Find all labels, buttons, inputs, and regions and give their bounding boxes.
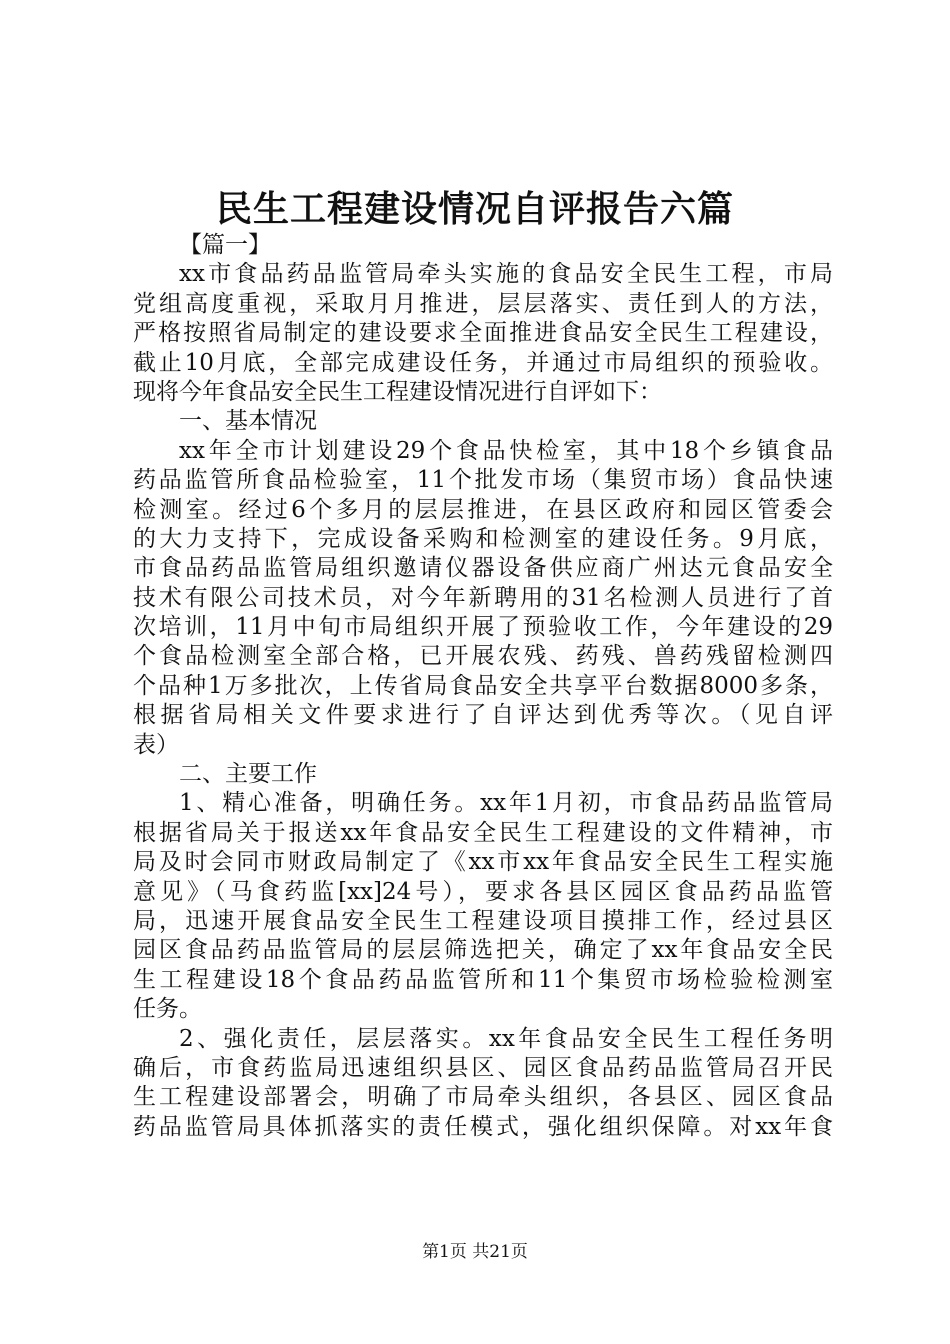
document-body [133,231,833,1142]
text-line: 2、强化责任，层层落实。xx年食品安全民生工程任务明 [179,1025,833,1052]
text-line: 市食品药品监管局组织邀请仪器设备供应商广州达元食品安全 [133,555,833,582]
text-line: 一、基本情况 [179,408,317,435]
page-footer: 第1页 共21页 [422,1242,528,1262]
text-line: 局及时会同市财政局制定了《xx市xx年食品安全民生工程实施 [133,849,833,876]
text-line: 1、精心准备，明确任务。xx年1月初，市食品药品监管局 [179,790,833,817]
text-line: 截止10月底，全部完成建设任务，并通过市局组织的预验收。 [133,349,833,376]
text-line: 表） [133,731,179,758]
text-line: 药品监管局具体抓落实的责任模式，强化组织保障。对xx年食 [133,1113,833,1140]
text-line: 【篇一】 [179,232,271,258]
text-line: 技术有限公司技术员，对今年新聘用的31名检测人员进行了首 [133,584,833,611]
text-line: xx年全市计划建设29个食品快检室，其中18个乡镇食品 [179,437,833,464]
text-line: 二、主要工作 [179,761,317,788]
text-line: 确后，市食药监局迅速组织县区、园区食品药品监管局召开民 [133,1054,833,1081]
text-line: 个品种1万多批次，上传省局食品安全共享平台数据8000多条， [133,672,833,699]
text-line: 园区食品药品监管局的层层筛选把关，确定了xx年食品安全民 [133,937,833,964]
text-line: xx市食品药品监管局牵头实施的食品安全民生工程，市局 [179,261,833,288]
text-line: 意见》（马食药监[xx]24号），要求各县区园区食品药品监管 [133,878,833,905]
document-title: 民生工程建设情况自评报告六篇 [215,188,734,230]
text-line: 的大力支持下，完成设备采购和检测室的建设任务。9月底， [133,525,833,552]
text-line: 现将今年食品安全民生工程建设情况进行自评如下： [133,378,662,405]
text-line: 药品监管所食品检验室，11个批发市场（集贸市场）食品快速 [133,467,833,494]
text-line: 根据省局关于报送xx年食品安全民生工程建设的文件精神，市 [133,819,833,846]
text-line: 局，迅速开展食品安全民生工程建设项目摸排工作，经过县区 [133,907,833,934]
text-line: 生工程建设18个食品药品监管所和11个集贸市场检验检测室 [133,966,833,993]
text-line: 次培训，11月中旬市局组织开展了预验收工作，今年建设的29 [133,614,833,641]
text-line: 检测室。经过6个多月的层层推进，在县区政府和园区管委会 [133,496,833,523]
text-line: 党组高度重视，采取月月推进，层层落实、责任到人的方法， [133,290,833,317]
text-line: 根据省局相关文件要求进行了自评达到优秀等次。（见自评 [133,702,833,729]
text-line: 任务。 [133,996,202,1023]
text-line: 个食品检测室全部合格，已开展农残、药残、兽药残留检测四 [133,643,833,670]
text-line: 严格按照省局制定的建设要求全面推进食品安全民生工程建设， [133,320,833,347]
text-line: 生工程建设部署会，明确了市局牵头组织，各县区、园区食品 [133,1084,833,1111]
